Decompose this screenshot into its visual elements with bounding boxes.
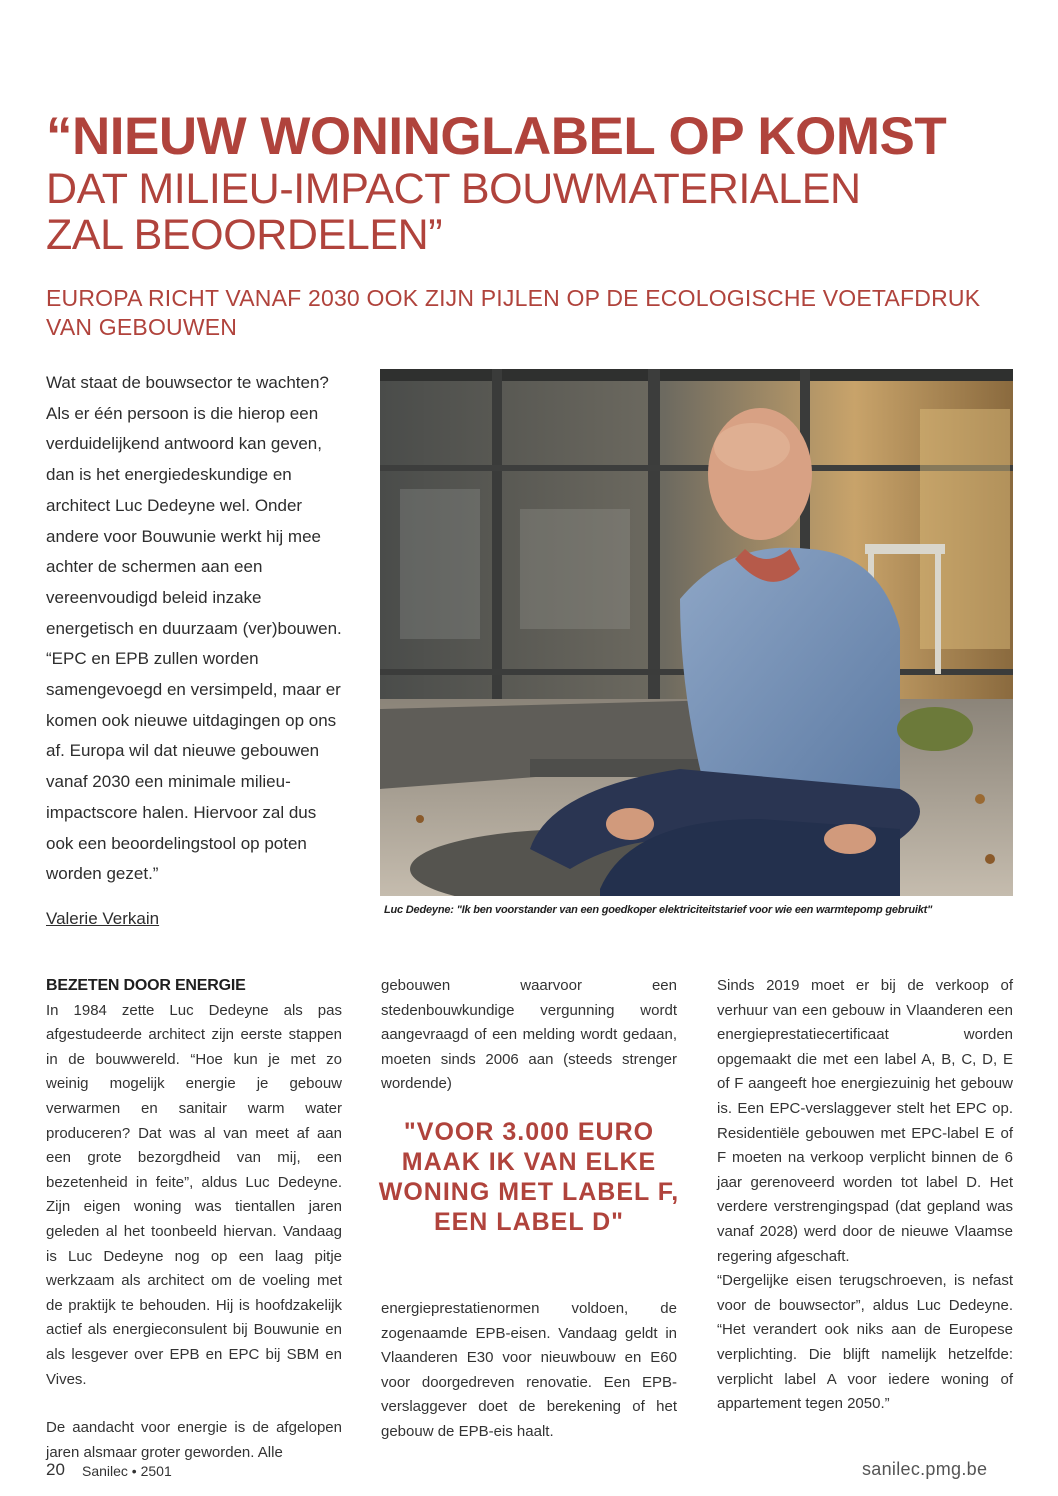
photo-caption: Luc Dedeyne: "Ik ben voorstander van een goedkoper elektriciteitstarief voor wie een warmtepomp gebruikt" bbox=[384, 904, 933, 916]
headline-line-2: DAT MILIEU-IMPACT BOUWMATERIALEN bbox=[46, 165, 861, 213]
article-column-1 bbox=[46, 974, 342, 1465]
column-2-paragraph-1: gebouwen waarvoor een stedenbouwkundige vergunning wordt aangevraagd of een melding wordt gedaan, moeten sinds 2006 aan (steeds strenger wordende) bbox=[381, 977, 677, 1093]
column-1-paragraph-2: De aandacht voor energie is de afgelopen jaren alsmaar groter geworden. Alle bbox=[46, 1419, 342, 1461]
column-3-paragraph-1: Sinds 2019 moet er bij de verkoop of verhuur van een gebouw in Vlaanderen een energieprestatiecertificaat worden opgemaakt die met een label A, B, C, D, E of F aangeeft hoe energiezuinig het gebouw is. Een EPC-verslaggever stelt het EPC op. Residentiële gebouwen met EPC-label E of F moeten na verkoop verplicht binnen de 6 jaar gerenoveerd worden tot label D. Het verdere verstrengingspad (dat gepland was vanaf 2028) werd door de nieuwe Vlaamse regering afgeschaft. bbox=[717, 977, 1013, 1265]
article-column-3 bbox=[717, 974, 1013, 1417]
article-column-2-top bbox=[381, 974, 677, 1097]
pull-quote: "VOOR 3.000 EURO MAAK IK VAN ELKE WONING MET LABEL F, EEN LABEL D" bbox=[378, 1118, 680, 1236]
headline-lines-2-3 bbox=[46, 166, 1026, 258]
portrait-illustration bbox=[380, 369, 1013, 896]
column-3-paragraph-2: “Dergelijke eisen terugschroeven, is nefast voor de bouwsector”, aldus Luc Dedeyne. “Het verandert ook niks aan de Europese verplichting. Die blijft namelijk hetzelfde: verplicht label A voor iedere woning of appartement tegen 2050.” bbox=[717, 1272, 1013, 1413]
portrait-photo bbox=[380, 369, 1013, 896]
author-link[interactable]: Valerie Verkain bbox=[46, 909, 160, 928]
headline-line-3: ZAL BEOORDELEN” bbox=[46, 211, 443, 259]
section-heading: BEZETEN DOOR ENERGIE bbox=[46, 977, 246, 994]
website-link[interactable]: sanilec.pmg.be bbox=[862, 1459, 988, 1479]
intro-text: Wat staat de bouwsector te wachten? Als er één persoon is die hierop een verduidelijkend antwoord kan geven, dan is het energiedeskundige en architect Luc Dedeyne wel. Onder andere voor Bouwunie werkt hij mee achter de schermen aan een vereenvoudigd beleid inzake energetisch en duurzaam (ver)bouwen. “EPC en EPB zullen worden samengevoegd en versimpeld, maar er komen ook nieuwe uitdagingen op ons af. Europa wil dat nieuwe gebouwen vanaf 2030 een minimale milieu-impactscore halen. Hiervoor zal dus ook een beoordelingstool op poten worden gezet.” bbox=[46, 373, 342, 884]
magazine-issue: Sanilec • 2501 bbox=[82, 1463, 172, 1479]
subtitle: EUROPA RICHT VANAF 2030 OOK ZIJN PIJLEN OP DE ECOLOGISCHE VOETAFDRUK VAN GEBOUWEN bbox=[46, 285, 981, 340]
article-column-2-bottom bbox=[381, 1297, 677, 1445]
headline-line-1: “NIEUW WONINGLABEL OP KOMST bbox=[46, 107, 947, 166]
page-number: 20 bbox=[46, 1460, 65, 1479]
column-2-paragraph-2: energieprestatienormen voldoen, de zogenaamde EPB-eisen. Vandaag geldt in Vlaanderen E30 voor nieuwbouw en E60 voor doorgedreven renovatie. Een EPB-verslaggever doet de berekening of het gebouw de EPB-eis haalt. bbox=[381, 1300, 677, 1440]
column-1-paragraph-1: In 1984 zette Luc Dedeyne als pas afgestudeerde architect zijn eerste stappen in de bouwwereld. “Hoe kun je met zo weinig mogelijk energie je gebouw verwarmen en sanitair warm water produceren? Dat was al van meet af aan een grote bezorgdheid van mij, een bezetenheid in feite”, aldus Luc Dedeyne. Zijn eigen woning was tientallen jaren geleden al het toonbeeld hiervan. Vandaag is Luc Dedeyne nog op een laag pitje werkzaam als architect om de voeling met de praktijk te behouden. Hij is hoofdzakelijk actief als energieconsulent bij Bouwunie en als lesgever over EPB en EPC bij SBM en Vives. bbox=[46, 1001, 342, 1388]
